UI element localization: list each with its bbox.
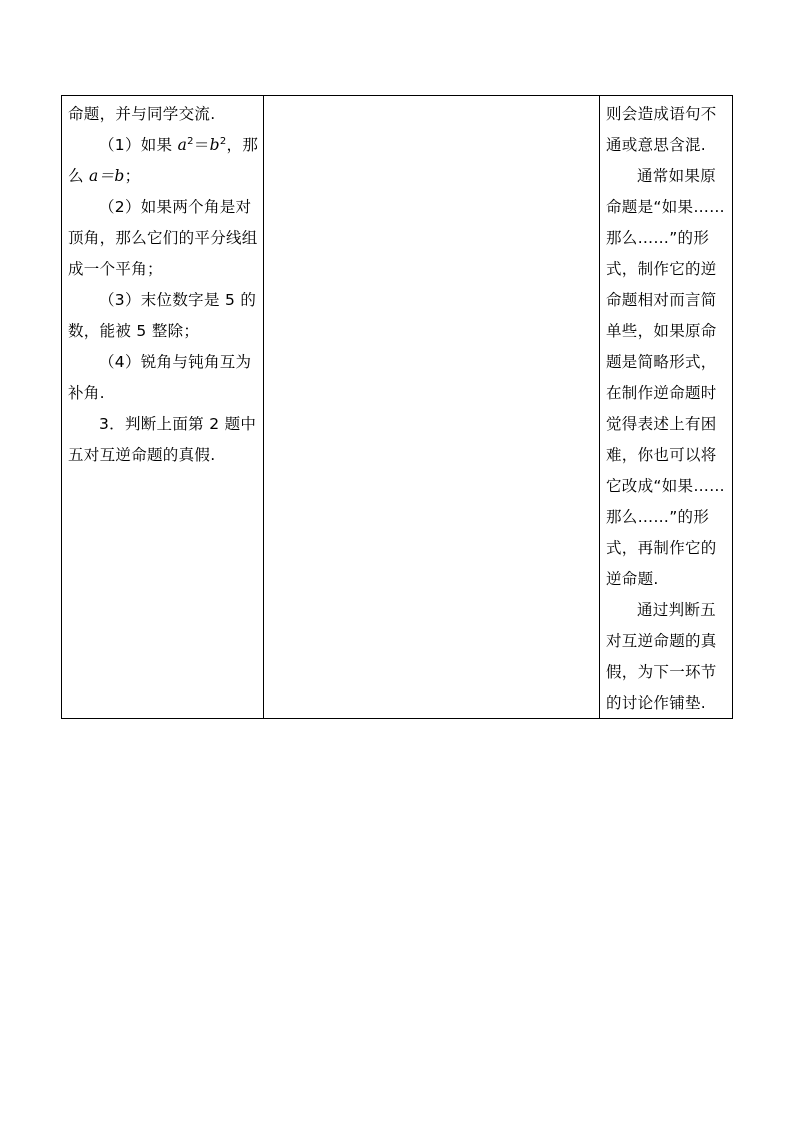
note-line: 它改成“如果…… xyxy=(606,477,725,495)
item-2-line-1: （2）如果两个角是对 xyxy=(99,198,252,216)
note-line: 命题是“如果…… xyxy=(606,198,725,216)
note-line: 单些，如果原命 xyxy=(606,322,717,340)
note-line: 命题相对而言简 xyxy=(606,291,717,309)
intro-line: 命题，并与同学交流. xyxy=(68,105,216,123)
note-line: 则会造成语句不 xyxy=(606,105,717,123)
design-intent-column xyxy=(600,96,732,718)
item-2-line-2: 顶角，那么它们的平分线组 xyxy=(68,229,258,247)
lesson-table xyxy=(61,95,733,719)
item-1-line-1: （1）如果 $a^2=b^2$，那 xyxy=(99,136,259,154)
activity-column xyxy=(62,96,264,718)
note-line: 逆命题. xyxy=(606,570,659,588)
note-line: 在制作逆命题时 xyxy=(606,384,717,402)
note-line: 那么……”的形 xyxy=(606,229,710,247)
task-3-line-2: 五对互逆命题的真假. xyxy=(68,446,216,464)
item-4-line-2: 补角. xyxy=(68,384,105,402)
note-line: 通或意思含混. xyxy=(606,136,707,154)
item-3-line-1: （3）末位数字是 5 的 xyxy=(99,291,257,309)
task-3-line-1: 3．判断上面第 2 题中 xyxy=(99,415,257,433)
item-2-line-3: 成一个平角； xyxy=(68,260,163,278)
note-line: 对互逆命题的真 xyxy=(606,632,717,650)
note-line: 假，为下一环节 xyxy=(606,663,717,681)
note-line: 觉得表述上有困 xyxy=(606,415,717,433)
note-line: 式，制作它的逆 xyxy=(606,260,717,278)
note-line: 式，再制作它的 xyxy=(606,539,717,557)
item-4-line-1: （4）锐角与钝角互为 xyxy=(99,353,252,371)
note-line: 题是简略形式， xyxy=(606,353,717,371)
item-1-line-2: 么 a＝b； xyxy=(68,167,141,185)
item-3-line-2: 数，能被 5 整除； xyxy=(68,322,200,340)
empty-middle-column xyxy=(264,96,600,718)
note-line: 那么……”的形 xyxy=(606,508,710,526)
note-line: 通常如果原 xyxy=(637,167,717,185)
note-line: 通过判断五 xyxy=(637,601,717,619)
note-line: 难，你也可以将 xyxy=(606,446,717,464)
note-line: 的讨论作铺垫. xyxy=(606,694,707,712)
